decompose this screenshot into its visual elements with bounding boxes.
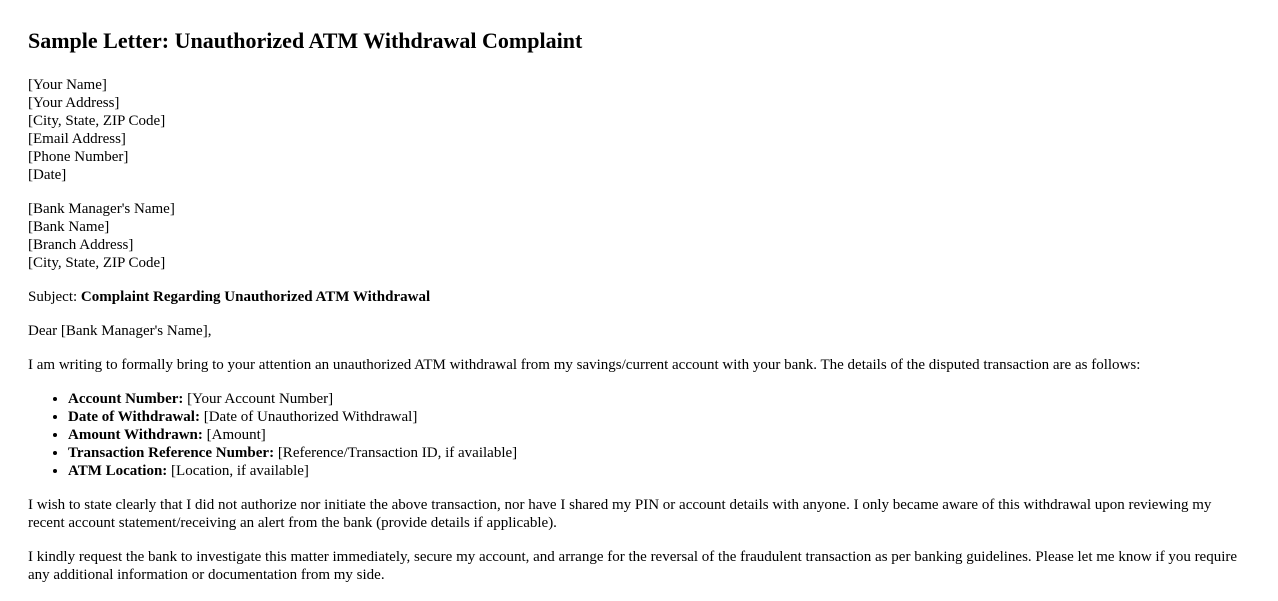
detail-label: Date of Withdrawal: (68, 409, 200, 425)
transaction-details-list (28, 390, 1250, 480)
subject-text: Complaint Regarding Unauthorized ATM Withdrawal (80, 289, 431, 305)
list-item (68, 462, 1250, 480)
detail-value: [Date of Unauthorized Withdrawal] (199, 409, 418, 425)
sender-address-block (28, 76, 1250, 184)
list-item (68, 426, 1250, 444)
body-paragraph-1: I wish to state clearly that I did not authorize nor initiate the above transaction, nor have I shared my PIN or account details with anyone. I only became aware of this withdrawal upon reviewing my recent account statement/receiving an alert from the bank (provide details if applicable). (28, 497, 1212, 531)
recipient-branch-address: [Branch Address] (28, 237, 134, 253)
detail-value: [Location, if available] (167, 463, 309, 479)
list-item (68, 444, 1250, 462)
page-title: Sample Letter: Unauthorized ATM Withdrawal Complaint (28, 28, 583, 53)
detail-label: ATM Location: (68, 463, 168, 479)
sender-name: [Your Name] (28, 77, 107, 93)
detail-label: Amount Withdrawn: (68, 427, 203, 443)
list-item (68, 390, 1250, 408)
detail-label: Transaction Reference Number: (68, 445, 275, 461)
recipient-bank-name: [Bank Name] (28, 219, 110, 235)
detail-label: Account Number: (68, 391, 184, 407)
detail-value: [Your Account Number] (183, 391, 334, 407)
intro-paragraph: I am writing to formally bring to your attention an unauthorized ATM withdrawal from my savings/current account with your bank. The details of the disputed transaction are as follows: (28, 357, 1141, 373)
detail-value: [Reference/Transaction ID, if available] (274, 445, 518, 461)
sender-address: [Your Address] (28, 95, 120, 111)
recipient-manager-name: [Bank Manager's Name] (28, 201, 175, 217)
detail-value: [Amount] (202, 427, 266, 443)
sender-email: [Email Address] (28, 131, 126, 147)
recipient-address-block (28, 200, 1250, 272)
sender-city-state-zip: [City, State, ZIP Code] (28, 113, 166, 129)
letter-date: [Date] (28, 167, 67, 183)
body-paragraph-2: I kindly request the bank to investigate this matter immediately, secure my account, and arrange for the reversal of the fraudulent transaction as per banking guidelines. Please let me know if you require any additional information or documentation from my side. (28, 549, 1238, 583)
list-item (68, 408, 1250, 426)
recipient-city-state-zip: [City, State, ZIP Code] (28, 255, 166, 271)
sender-phone: [Phone Number] (28, 149, 129, 165)
salutation: Dear [Bank Manager's Name], (28, 323, 212, 339)
subject-line (28, 288, 1250, 306)
subject-label: Subject: (28, 289, 81, 305)
